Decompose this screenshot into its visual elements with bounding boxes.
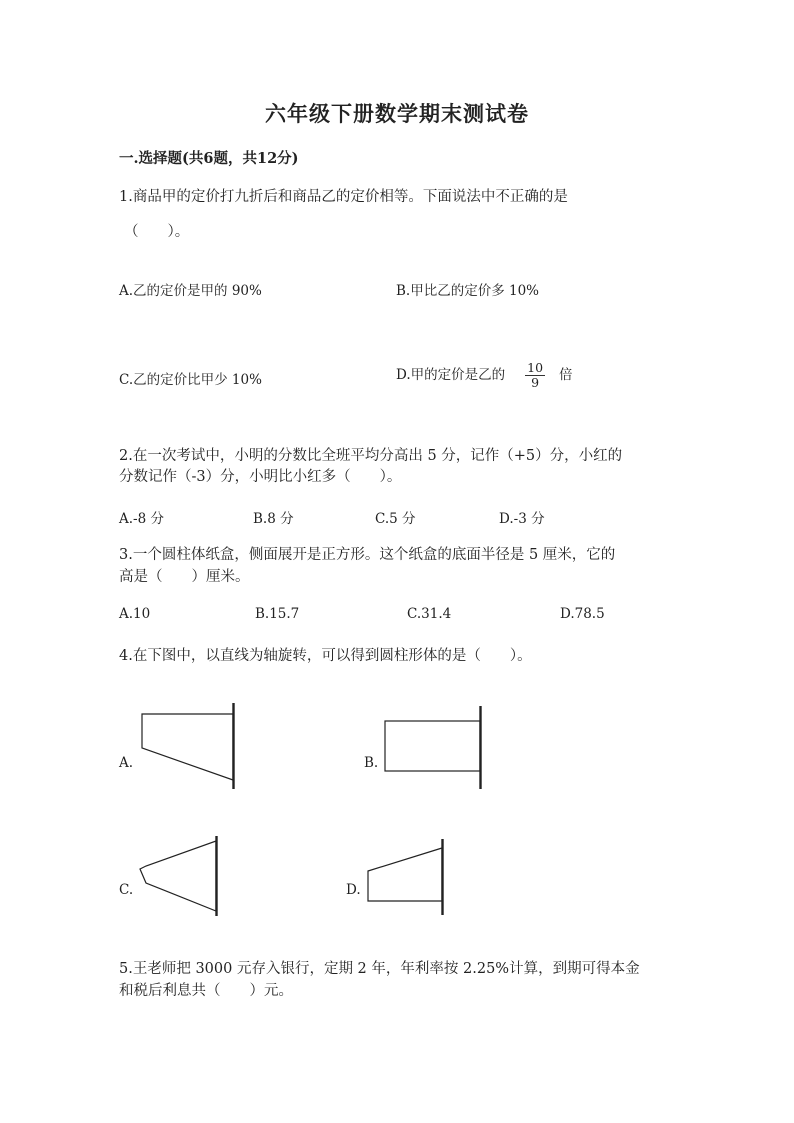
fraction-denominator: 9 [531,375,540,390]
q4-stem: 4.在下图中，以直线为轴旋转，可以得到圆柱形体的是（ ）。 [119,648,532,664]
q4-option-d-label: D. [346,882,361,898]
page-title: 六年级下册数学期末测试卷 [265,101,529,126]
q1-option-c: C.乙的定价比甲少 10% [119,372,262,388]
q2-stem-line1: 2.在一次考试中，小明的分数比全班平均分高出 5 分，记作（+5）分，小红的 [119,448,623,464]
q1-option-d-suffix: 倍 [559,367,573,383]
q2-option-b: B.8 分 [253,511,294,527]
q4-figure-c [140,836,217,916]
q4-option-b-label: B. [364,755,379,771]
q5-stem-line2: 和税后利息共（ ）元。 [119,983,293,999]
q4-figure-b [385,706,481,789]
q2-option-c: C.5 分 [375,511,416,527]
q1-option-d-prefix: D.甲的定价是乙的 [396,367,506,383]
q2-stem-line2: 分数记作（-3）分，小明比小红多（ ）。 [119,469,402,485]
q3-option-c: C.31.4 [407,606,452,622]
q1-stem: 1.商品甲的定价打九折后和商品乙的定价相等。下面说法中不正确的是 [119,189,568,205]
q2-option-d: D.-3 分 [499,511,545,527]
q3-stem-line1: 3.一个圆柱体纸盒，侧面展开是正方形。这个纸盒的底面半径是 5 厘米，它的 [119,547,616,563]
q1-option-b: B.甲比乙的定价多 10% [396,283,540,299]
q4-figure-d [368,839,443,915]
q4-figure-a [142,703,234,789]
q3-option-a: A.10 [119,606,151,622]
q5-stem-line1: 5.王老师把 3000 元存入银行，定期 2 年，年利率按 2.25%计算，到期可得本金 [119,961,640,977]
section-heading: 一.选择题(共6题，共12分) [119,150,299,167]
q3-option-d: D.78.5 [560,606,605,622]
q4-option-c-label: C. [119,882,134,898]
q3-stem-line2: 高是（ ）厘米。 [119,569,250,585]
q1-option-a: A.乙的定价是甲的 90% [119,283,262,299]
q2-option-a: A.-8 分 [119,511,164,527]
q4-option-a-label: A. [119,755,134,771]
fraction-numerator: 10 [527,360,544,375]
q3-option-b: B.15.7 [255,606,300,622]
q1-blank: （ ）。 [124,224,190,240]
